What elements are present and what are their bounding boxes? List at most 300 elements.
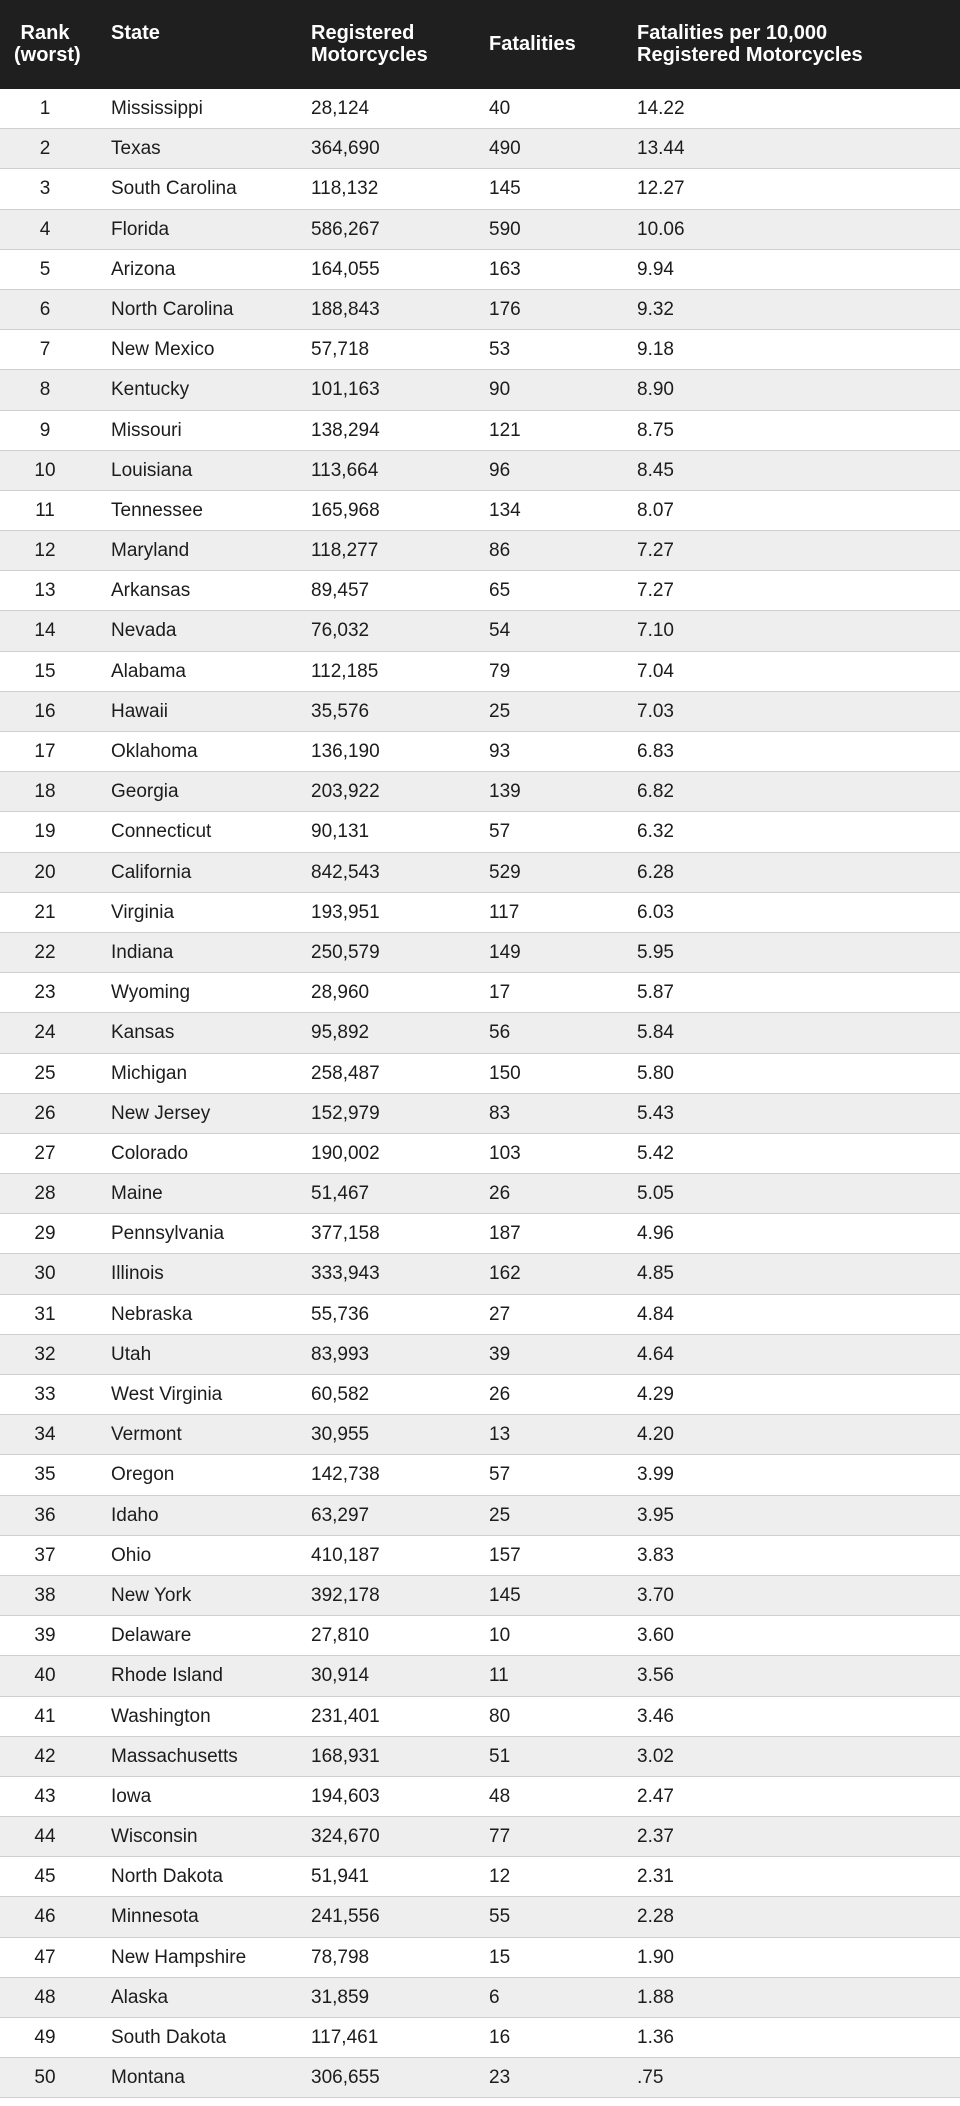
fatalities-cell: 10	[489, 1625, 511, 1647]
state-cell: South Dakota	[111, 2027, 227, 2048]
state-cell: New York	[111, 1584, 192, 1606]
state-cell: Washington	[111, 1705, 211, 1727]
rate-cell: 3.56	[637, 1665, 674, 1687]
fatalities-cell: 77	[489, 1826, 511, 1848]
state-cell: Michigan	[111, 1062, 188, 1084]
rate-cell: 5.43	[637, 1102, 674, 1124]
state-cell: Kentucky	[111, 379, 190, 401]
registered-cell: 89,457	[311, 580, 370, 602]
state-cell: Nebraska	[111, 1303, 193, 1325]
table-row	[0, 893, 960, 933]
rate-cell: 2.28	[637, 1906, 674, 1928]
registered-cell: 410,187	[311, 1544, 380, 1566]
fatalities-cell: 93	[489, 741, 511, 762]
rank-cell: 31	[34, 1303, 56, 1325]
rate-cell: 7.03	[637, 700, 674, 722]
table-row	[0, 330, 960, 370]
fatalities-cell: 26	[489, 1384, 511, 1405]
fatalities-cell: 13	[489, 1424, 511, 1446]
header-fatalities: Fatalities	[489, 33, 576, 55]
registered-cell: 377,158	[311, 1223, 380, 1245]
rank-cell: 41	[34, 1705, 56, 1727]
fatalities-cell: 54	[489, 620, 511, 642]
rank-cell: 14	[34, 620, 56, 642]
table-row	[0, 611, 960, 651]
state-cell: Louisiana	[111, 459, 193, 481]
table-row	[0, 1697, 960, 1737]
registered-cell: 27,810	[311, 1625, 370, 1647]
fatalities-cell: 65	[489, 580, 511, 602]
registered-cell: 164,055	[311, 258, 380, 280]
registered-cell: 51,467	[311, 1183, 370, 1205]
rank-cell: 44	[34, 1826, 56, 1848]
table-row	[0, 531, 960, 571]
registered-cell: 28,960	[311, 982, 370, 1004]
registered-cell: 118,277	[311, 540, 379, 562]
rank-cell: 22	[34, 941, 56, 963]
state-cell: Tennessee	[111, 499, 203, 521]
rate-cell: 5.84	[637, 1022, 674, 1044]
rate-cell: 8.45	[637, 459, 674, 481]
fatalities-cell: 83	[489, 1102, 511, 1124]
state-cell: Illinois	[111, 1263, 164, 1285]
fatalities-cell: 17	[489, 982, 511, 1004]
rank-cell: 13	[34, 580, 56, 602]
registered-cell: 51,941	[311, 1866, 370, 1888]
rate-cell: 3.70	[637, 1584, 674, 1606]
table-row	[0, 1536, 960, 1576]
state-cell: Delaware	[111, 1625, 192, 1647]
rate-cell: 4.84	[637, 1303, 674, 1325]
state-cell: Virginia	[111, 901, 175, 923]
table-row	[0, 1254, 960, 1294]
table-row	[0, 1295, 960, 1335]
fatalities-cell: 529	[489, 861, 521, 883]
rank-cell: 35	[34, 1464, 56, 1486]
rate-cell: 10.06	[637, 218, 685, 240]
registered-cell: 31,859	[311, 1986, 370, 2008]
table-row	[0, 1335, 960, 1375]
rate-cell: 1.88	[637, 1986, 674, 2008]
state-cell: California	[111, 861, 192, 883]
rate-cell: 4.20	[637, 1424, 674, 1446]
registered-cell: 203,922	[311, 781, 380, 803]
rank-cell: 10	[34, 459, 56, 481]
registered-cell: 842,543	[311, 861, 380, 883]
fatalities-cell: 11	[489, 1665, 509, 1687]
registered-cell: 586,267	[311, 218, 380, 240]
rate-cell: 9.18	[637, 339, 674, 361]
registered-cell: 165,968	[311, 499, 380, 521]
table-row	[0, 853, 960, 893]
state-cell: Hawaii	[111, 700, 169, 722]
registered-cell: 193,951	[311, 901, 380, 923]
state-cell: Alaska	[111, 1986, 169, 2008]
rank-cell: 9	[39, 419, 51, 441]
registered-cell: 30,955	[311, 1424, 370, 1446]
fatalities-cell: 53	[489, 339, 511, 361]
table-row	[0, 1978, 960, 2018]
registered-cell: 364,690	[311, 138, 380, 160]
state-cell: Nevada	[111, 620, 177, 642]
rate-cell: 4.29	[637, 1384, 674, 1405]
rank-cell: 47	[34, 1946, 56, 1968]
fatalities-cell: 23	[489, 2067, 511, 2089]
table-row	[0, 1214, 960, 1254]
rank-cell: 26	[34, 1102, 56, 1124]
table-row	[0, 1576, 960, 1616]
rank-cell: 50	[34, 2067, 56, 2089]
rank-cell: 3	[39, 178, 51, 200]
state-cell: Oklahoma	[111, 741, 198, 762]
table-row	[0, 1094, 960, 1134]
fatalities-cell: 145	[489, 178, 521, 200]
header-registered-motorcycles: Registered Motorcycles	[311, 22, 428, 66]
rank-cell: 4	[39, 218, 51, 240]
rate-cell: 3.99	[637, 1464, 674, 1486]
fatalities-cell: 590	[489, 218, 521, 240]
rate-cell: 6.83	[637, 741, 674, 762]
table-row	[0, 1496, 960, 1536]
registered-cell: 78,798	[311, 1946, 370, 1968]
rank-cell: 32	[34, 1343, 56, 1365]
state-cell: Alabama	[111, 660, 186, 682]
table-row	[0, 1013, 960, 1053]
table-row	[0, 1375, 960, 1415]
rate-cell: 2.47	[637, 1785, 674, 1807]
registered-cell: 112,185	[311, 660, 379, 682]
rank-cell: 46	[34, 1906, 56, 1928]
fatalities-cell: 163	[489, 258, 521, 280]
rate-cell: 2.31	[637, 1866, 674, 1888]
rate-cell: 5.95	[637, 941, 674, 963]
fatalities-cell: 56	[489, 1022, 511, 1044]
fatalities-cell: 79	[489, 660, 511, 682]
state-cell: Indiana	[111, 941, 174, 963]
state-cell: Massachusetts	[111, 1745, 238, 1767]
table-row	[0, 169, 960, 209]
registered-cell: 35,576	[311, 700, 370, 722]
rate-cell: 6.03	[637, 901, 674, 923]
rank-cell: 20	[34, 861, 56, 883]
fatalities-cell: 40	[489, 98, 511, 119]
rate-cell: 7.27	[637, 580, 674, 602]
rate-cell: 5.80	[637, 1062, 674, 1084]
rank-cell: 29	[34, 1223, 56, 1245]
fatalities-cell: 103	[489, 1142, 521, 1164]
table-row	[0, 290, 960, 330]
state-cell: Arizona	[111, 258, 176, 280]
state-cell: Wisconsin	[111, 1826, 198, 1848]
rank-cell: 6	[39, 298, 51, 320]
table-row	[0, 1897, 960, 1937]
rank-cell: 40	[34, 1665, 56, 1687]
rank-cell: 37	[34, 1544, 56, 1566]
table-row	[0, 1455, 960, 1495]
fatalities-cell: 121	[489, 419, 521, 441]
state-cell: Maryland	[111, 540, 190, 562]
registered-cell: 250,579	[311, 941, 380, 963]
fatalities-cell: 149	[489, 941, 521, 963]
registered-cell: 118,132	[311, 178, 379, 200]
table-row	[0, 1054, 960, 1094]
registered-cell: 55,736	[311, 1303, 370, 1325]
fatalities-cell: 490	[489, 138, 521, 160]
state-cell: Utah	[111, 1343, 152, 1365]
rate-cell: 13.44	[637, 138, 685, 160]
fatalities-cell: 25	[489, 1504, 511, 1526]
table-row	[0, 1817, 960, 1857]
fatalities-cell: 57	[489, 821, 511, 843]
rank-cell: 23	[34, 982, 56, 1004]
rate-cell: 2.37	[637, 1826, 674, 1848]
table-row	[0, 1777, 960, 1817]
rank-cell: 17	[34, 741, 56, 762]
rate-cell: 5.87	[637, 982, 674, 1004]
table-row	[0, 370, 960, 410]
registered-cell: 392,178	[311, 1584, 380, 1606]
state-cell: Oregon	[111, 1464, 175, 1486]
registered-cell: 333,943	[311, 1263, 380, 1285]
state-cell: Colorado	[111, 1142, 189, 1164]
rank-cell: 19	[34, 821, 56, 843]
table-row	[0, 491, 960, 531]
rank-cell: 39	[34, 1625, 56, 1647]
rate-cell: 6.28	[637, 861, 674, 883]
rank-cell: 21	[34, 901, 56, 923]
table-row	[0, 1134, 960, 1174]
registered-cell: 90,131	[311, 821, 370, 843]
rank-cell: 1	[39, 98, 51, 119]
fatalities-cell: 96	[489, 459, 511, 481]
rate-cell: 3.83	[637, 1544, 674, 1566]
registered-cell: 95,892	[311, 1022, 370, 1044]
fatalities-cell: 176	[489, 298, 521, 320]
table-row	[0, 1857, 960, 1897]
registered-cell: 113,664	[311, 459, 379, 481]
rank-cell: 5	[39, 258, 51, 280]
registered-cell: 138,294	[311, 419, 380, 441]
table-row	[0, 2018, 960, 2058]
registered-cell: 231,401	[311, 1705, 380, 1727]
state-cell: Florida	[111, 218, 170, 240]
state-cell: North Carolina	[111, 298, 234, 320]
state-cell: North Dakota	[111, 1866, 223, 1888]
state-cell: Minnesota	[111, 1906, 199, 1928]
rank-cell: 18	[34, 781, 56, 803]
rate-cell: 9.32	[637, 298, 674, 320]
registered-cell: 83,993	[311, 1343, 370, 1365]
table-row	[0, 129, 960, 169]
state-cell: Georgia	[111, 781, 179, 803]
registered-cell: 168,931	[311, 1745, 380, 1767]
fatalities-cell: 139	[489, 781, 521, 803]
header-fatalities-per-10000: Fatalities per 10,000 Registered Motorcycles	[637, 22, 863, 66]
registered-cell: 63,297	[311, 1504, 370, 1526]
rate-cell: 6.82	[637, 781, 674, 803]
rate-cell: 3.60	[637, 1625, 674, 1647]
fatalities-cell: 27	[489, 1303, 511, 1325]
table-row	[0, 89, 960, 129]
registered-cell: 190,002	[311, 1142, 380, 1164]
state-cell: West Virginia	[111, 1384, 223, 1405]
state-cell: Kansas	[111, 1022, 175, 1044]
fatalities-cell: 6	[489, 1986, 500, 2008]
registered-cell: 60,582	[311, 1384, 370, 1405]
rate-cell: 8.90	[637, 379, 674, 401]
rate-cell: 3.02	[637, 1745, 674, 1767]
rate-cell: 5.05	[637, 1183, 674, 1205]
table-row	[0, 1737, 960, 1777]
rate-cell: 4.64	[637, 1343, 674, 1365]
fatalities-cell: 117	[489, 901, 520, 923]
registered-cell: 152,979	[311, 1102, 380, 1124]
fatalities-cell: 57	[489, 1464, 511, 1486]
registered-cell: 258,487	[311, 1062, 380, 1084]
fatalities-cell: 157	[489, 1544, 521, 1566]
registered-cell: 30,914	[311, 1665, 370, 1687]
rate-cell: 1.90	[637, 1946, 674, 1968]
rate-cell: 3.95	[637, 1504, 674, 1526]
rank-cell: 28	[34, 1183, 56, 1205]
fatalities-cell: 16	[489, 2027, 511, 2048]
table-row	[0, 250, 960, 290]
registered-cell: 76,032	[311, 620, 370, 642]
rate-cell: 6.32	[637, 821, 674, 843]
fatalities-cell: 145	[489, 1584, 521, 1606]
fatalities-cell: 26	[489, 1183, 511, 1205]
table-row	[0, 973, 960, 1013]
registered-cell: 57,718	[311, 339, 370, 361]
rank-cell: 48	[34, 1986, 56, 2008]
fatalities-cell: 15	[489, 1946, 511, 1968]
rate-cell: 4.96	[637, 1223, 674, 1245]
table-row	[0, 210, 960, 250]
fatalities-cell: 12	[489, 1866, 511, 1888]
table-row	[0, 772, 960, 812]
fatalities-cell: 80	[489, 1705, 511, 1727]
state-cell: Rhode Island	[111, 1665, 223, 1687]
table-row	[0, 571, 960, 611]
state-cell: Maine	[111, 1183, 163, 1205]
registered-cell: 324,670	[311, 1826, 380, 1848]
table-row	[0, 1656, 960, 1696]
rank-cell: 42	[34, 1745, 56, 1767]
rate-cell: 7.04	[637, 660, 674, 682]
rank-cell: 8	[39, 379, 51, 401]
rate-cell: 9.94	[637, 258, 674, 280]
registered-cell: 117,461	[311, 2027, 379, 2048]
registered-cell: 306,655	[311, 2067, 380, 2089]
fatalities-cell: 150	[489, 1062, 521, 1084]
table-row	[0, 2058, 960, 2098]
state-cell: Missouri	[111, 419, 182, 441]
rank-cell: 43	[34, 1785, 56, 1807]
state-cell: Arkansas	[111, 580, 191, 602]
rate-cell: 5.42	[637, 1142, 674, 1164]
registered-cell: 188,843	[311, 298, 380, 320]
table-body	[0, 89, 960, 2098]
rank-cell: 12	[34, 540, 56, 562]
registered-cell: 142,738	[311, 1464, 380, 1486]
rank-cell: 25	[34, 1062, 56, 1084]
header-rank: Rank (worst)	[14, 22, 81, 66]
registered-cell: 28,124	[311, 98, 370, 119]
rank-cell: 34	[34, 1424, 56, 1446]
table-row	[0, 812, 960, 852]
registered-cell: 241,556	[311, 1906, 380, 1928]
table-row	[0, 1616, 960, 1656]
rate-cell: 7.10	[637, 620, 674, 642]
registered-cell: 101,163	[311, 379, 380, 401]
rank-cell: 33	[34, 1384, 56, 1405]
state-cell: Vermont	[111, 1424, 182, 1446]
fatalities-cell: 90	[489, 379, 511, 401]
state-cell: Iowa	[111, 1785, 152, 1807]
state-cell: Ohio	[111, 1544, 152, 1566]
table-row	[0, 1938, 960, 1978]
fatalities-cell: 187	[489, 1223, 521, 1245]
table-row	[0, 451, 960, 491]
state-cell: New Jersey	[111, 1102, 211, 1124]
table-row	[0, 1415, 960, 1455]
rank-cell: 30	[34, 1263, 56, 1285]
fatalities-cell: 134	[489, 499, 521, 521]
state-cell: Connecticut	[111, 821, 212, 843]
rate-cell: .75	[637, 2067, 664, 2089]
fatalities-cell: 162	[489, 1263, 521, 1285]
state-cell: Mississippi	[111, 98, 203, 119]
rank-cell: 24	[34, 1022, 56, 1044]
rate-cell: 8.07	[637, 499, 674, 521]
state-cell: Montana	[111, 2067, 185, 2089]
rank-cell: 38	[34, 1584, 56, 1606]
rate-cell: 12.27	[637, 178, 685, 200]
rank-cell: 27	[34, 1142, 56, 1164]
fatalities-cell: 39	[489, 1343, 511, 1365]
table-row	[0, 933, 960, 973]
state-cell: New Mexico	[111, 339, 215, 361]
rate-cell: 8.75	[637, 419, 674, 441]
header-state: State	[111, 22, 160, 44]
state-cell: Wyoming	[111, 982, 191, 1004]
rate-cell: 14.22	[637, 98, 685, 119]
table-header	[0, 0, 960, 89]
fatalities-cell: 25	[489, 700, 511, 722]
table-row	[0, 411, 960, 451]
fatalities-cell: 55	[489, 1906, 511, 1928]
rate-cell: 7.27	[637, 540, 674, 562]
rank-cell: 15	[34, 660, 56, 682]
rate-cell: 4.85	[637, 1263, 674, 1285]
rank-cell: 2	[39, 138, 51, 160]
state-cell: Idaho	[111, 1504, 159, 1526]
table-row	[0, 732, 960, 772]
state-cell: South Carolina	[111, 178, 237, 200]
table-row	[0, 692, 960, 732]
fatalities-cell: 86	[489, 540, 511, 562]
rate-cell: 3.46	[637, 1705, 674, 1727]
rank-cell: 36	[34, 1504, 56, 1526]
table-row	[0, 1174, 960, 1214]
rank-cell: 11	[35, 499, 55, 521]
state-cell: New Hampshire	[111, 1946, 247, 1968]
rank-cell: 7	[39, 339, 51, 361]
rank-cell: 16	[34, 700, 56, 722]
rank-cell: 45	[34, 1866, 56, 1888]
fatalities-cell: 48	[489, 1785, 511, 1807]
fatalities-cell: 51	[489, 1745, 511, 1767]
